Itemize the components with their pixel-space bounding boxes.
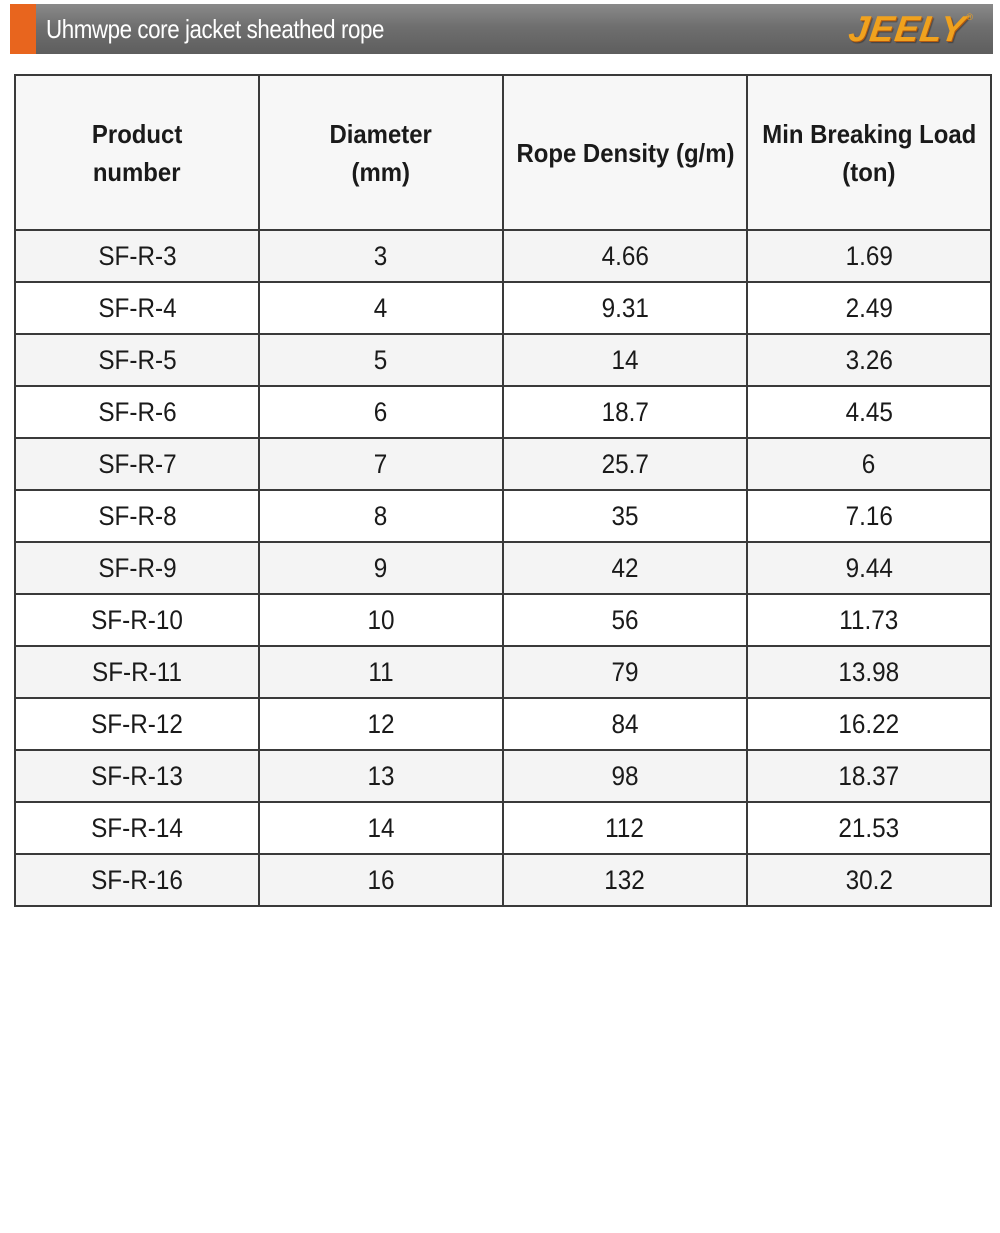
table-header-row [15, 75, 991, 230]
cell-value: SF-R-8 [97, 500, 177, 531]
cell-diameter [259, 594, 503, 646]
cell-value: 1.69 [845, 240, 893, 271]
cell-value: 84 [611, 708, 639, 739]
cell-rope-density [503, 698, 747, 750]
cell-value: SF-R-11 [91, 656, 182, 687]
cell-min-breaking-load [747, 646, 991, 698]
cell-rope-density [503, 594, 747, 646]
cell-value: SF-R-14 [91, 812, 183, 843]
cell-min-breaking-load [747, 854, 991, 906]
cell-value: 5 [374, 344, 388, 375]
column-header-line: Min Breaking Load [762, 118, 976, 149]
table-row [15, 542, 991, 594]
cell-value: 21.53 [838, 812, 900, 843]
cell-diameter [259, 438, 503, 490]
table-row [15, 282, 991, 334]
table-row [15, 386, 991, 438]
cell-value: 16.22 [838, 708, 900, 739]
cell-diameter [259, 646, 503, 698]
cell-value: SF-R-6 [97, 396, 177, 427]
cell-diameter [259, 490, 503, 542]
table-row [15, 750, 991, 802]
cell-value: SF-R-9 [97, 552, 177, 583]
cell-value: SF-R-7 [97, 448, 177, 479]
cell-rope-density [503, 542, 747, 594]
table-body [15, 230, 991, 906]
table-row [15, 594, 991, 646]
cell-rope-density [503, 854, 747, 906]
cell-value: 4 [374, 292, 388, 323]
cell-value: 18.7 [601, 396, 649, 427]
column-header-line: Product [91, 118, 183, 149]
cell-value: 2.49 [845, 292, 893, 323]
cell-min-breaking-load [747, 438, 991, 490]
cell-product-number [15, 750, 259, 802]
column-header-line: (ton) [842, 156, 896, 187]
cell-value: SF-R-5 [97, 344, 177, 375]
table-row [15, 646, 991, 698]
table-row [15, 490, 991, 542]
registered-mark: ® [966, 12, 973, 22]
table-row [15, 334, 991, 386]
cell-diameter [259, 698, 503, 750]
brand-logo: JEELY [845, 8, 968, 49]
cell-value: 9.31 [601, 292, 649, 323]
cell-product-number [15, 594, 259, 646]
cell-value: 14 [367, 812, 395, 843]
column-header-product-number [15, 75, 259, 230]
cell-rope-density [503, 490, 747, 542]
cell-min-breaking-load [747, 334, 991, 386]
cell-value: 10 [367, 604, 395, 635]
cell-value: SF-R-12 [91, 708, 183, 739]
cell-product-number [15, 282, 259, 334]
page-title: Uhmwpe core jacket sheathed rope [46, 14, 384, 44]
cell-value: 9 [374, 552, 388, 583]
column-header-line: Rope Density (g/m) [516, 137, 734, 168]
title-bar [10, 4, 993, 54]
cell-product-number [15, 698, 259, 750]
cell-diameter [259, 542, 503, 594]
cell-value: 6 [374, 396, 388, 427]
cell-value: 79 [611, 656, 639, 687]
cell-min-breaking-load [747, 490, 991, 542]
cell-diameter [259, 750, 503, 802]
cell-value: 3.26 [845, 344, 893, 375]
cell-product-number [15, 646, 259, 698]
cell-value: 35 [611, 500, 639, 531]
cell-value: 9.44 [845, 552, 893, 583]
cell-value: SF-R-16 [91, 864, 183, 895]
cell-min-breaking-load [747, 802, 991, 854]
cell-value: 6 [862, 448, 876, 479]
cell-rope-density [503, 334, 747, 386]
cell-product-number [15, 230, 259, 282]
table-row [15, 698, 991, 750]
cell-rope-density [503, 438, 747, 490]
cell-product-number [15, 438, 259, 490]
cell-value: SF-R-4 [97, 292, 177, 323]
cell-diameter [259, 854, 503, 906]
table-row [15, 438, 991, 490]
cell-value: 12 [367, 708, 395, 739]
cell-value: SF-R-10 [91, 604, 183, 635]
cell-value: 3 [374, 240, 388, 271]
cell-min-breaking-load [747, 386, 991, 438]
cell-product-number [15, 334, 259, 386]
cell-min-breaking-load [747, 282, 991, 334]
column-header-line: Diameter [329, 118, 433, 149]
cell-value: 56 [611, 604, 639, 635]
cell-product-number [15, 542, 259, 594]
column-header-diameter [259, 75, 503, 230]
table-row [15, 802, 991, 854]
cell-value: 112 [605, 812, 645, 843]
cell-value: 25.7 [601, 448, 649, 479]
cell-product-number [15, 386, 259, 438]
cell-diameter [259, 230, 503, 282]
cell-value: 11 [368, 656, 394, 687]
cell-value: 13.98 [838, 656, 900, 687]
cell-rope-density [503, 386, 747, 438]
cell-value: 7.16 [845, 500, 893, 531]
cell-value: 4.66 [601, 240, 649, 271]
cell-rope-density [503, 282, 747, 334]
cell-rope-density [503, 750, 747, 802]
cell-product-number [15, 490, 259, 542]
cell-product-number [15, 802, 259, 854]
cell-value: 132 [604, 864, 646, 895]
column-header-line: (mm) [351, 156, 411, 187]
cell-product-number [15, 854, 259, 906]
column-header-min-breaking-load [747, 75, 991, 230]
cell-value: 11.73 [839, 604, 899, 635]
cell-value: 18.37 [838, 760, 900, 791]
cell-min-breaking-load [747, 750, 991, 802]
cell-value: 42 [611, 552, 639, 583]
cell-rope-density [503, 646, 747, 698]
cell-min-breaking-load [747, 542, 991, 594]
cell-min-breaking-load [747, 594, 991, 646]
table-row [15, 854, 991, 906]
cell-value: 30.2 [845, 864, 893, 895]
cell-value: 4.45 [845, 396, 893, 427]
cell-diameter [259, 386, 503, 438]
column-header-rope-density [503, 75, 747, 230]
cell-diameter [259, 802, 503, 854]
cell-value: 98 [611, 760, 639, 791]
cell-min-breaking-load [747, 698, 991, 750]
cell-rope-density [503, 802, 747, 854]
cell-min-breaking-load [747, 230, 991, 282]
cell-diameter [259, 334, 503, 386]
cell-value: SF-R-3 [97, 240, 177, 271]
cell-rope-density [503, 230, 747, 282]
title-accent-block [10, 4, 36, 54]
cell-value: 14 [611, 344, 639, 375]
table-row [15, 230, 991, 282]
spec-table [14, 74, 992, 907]
cell-diameter [259, 282, 503, 334]
column-header-line: number [93, 156, 181, 187]
cell-value: 13 [367, 760, 395, 791]
cell-value: 8 [374, 500, 388, 531]
cell-value: SF-R-13 [91, 760, 183, 791]
cell-value: 16 [367, 864, 395, 895]
cell-value: 7 [374, 448, 388, 479]
